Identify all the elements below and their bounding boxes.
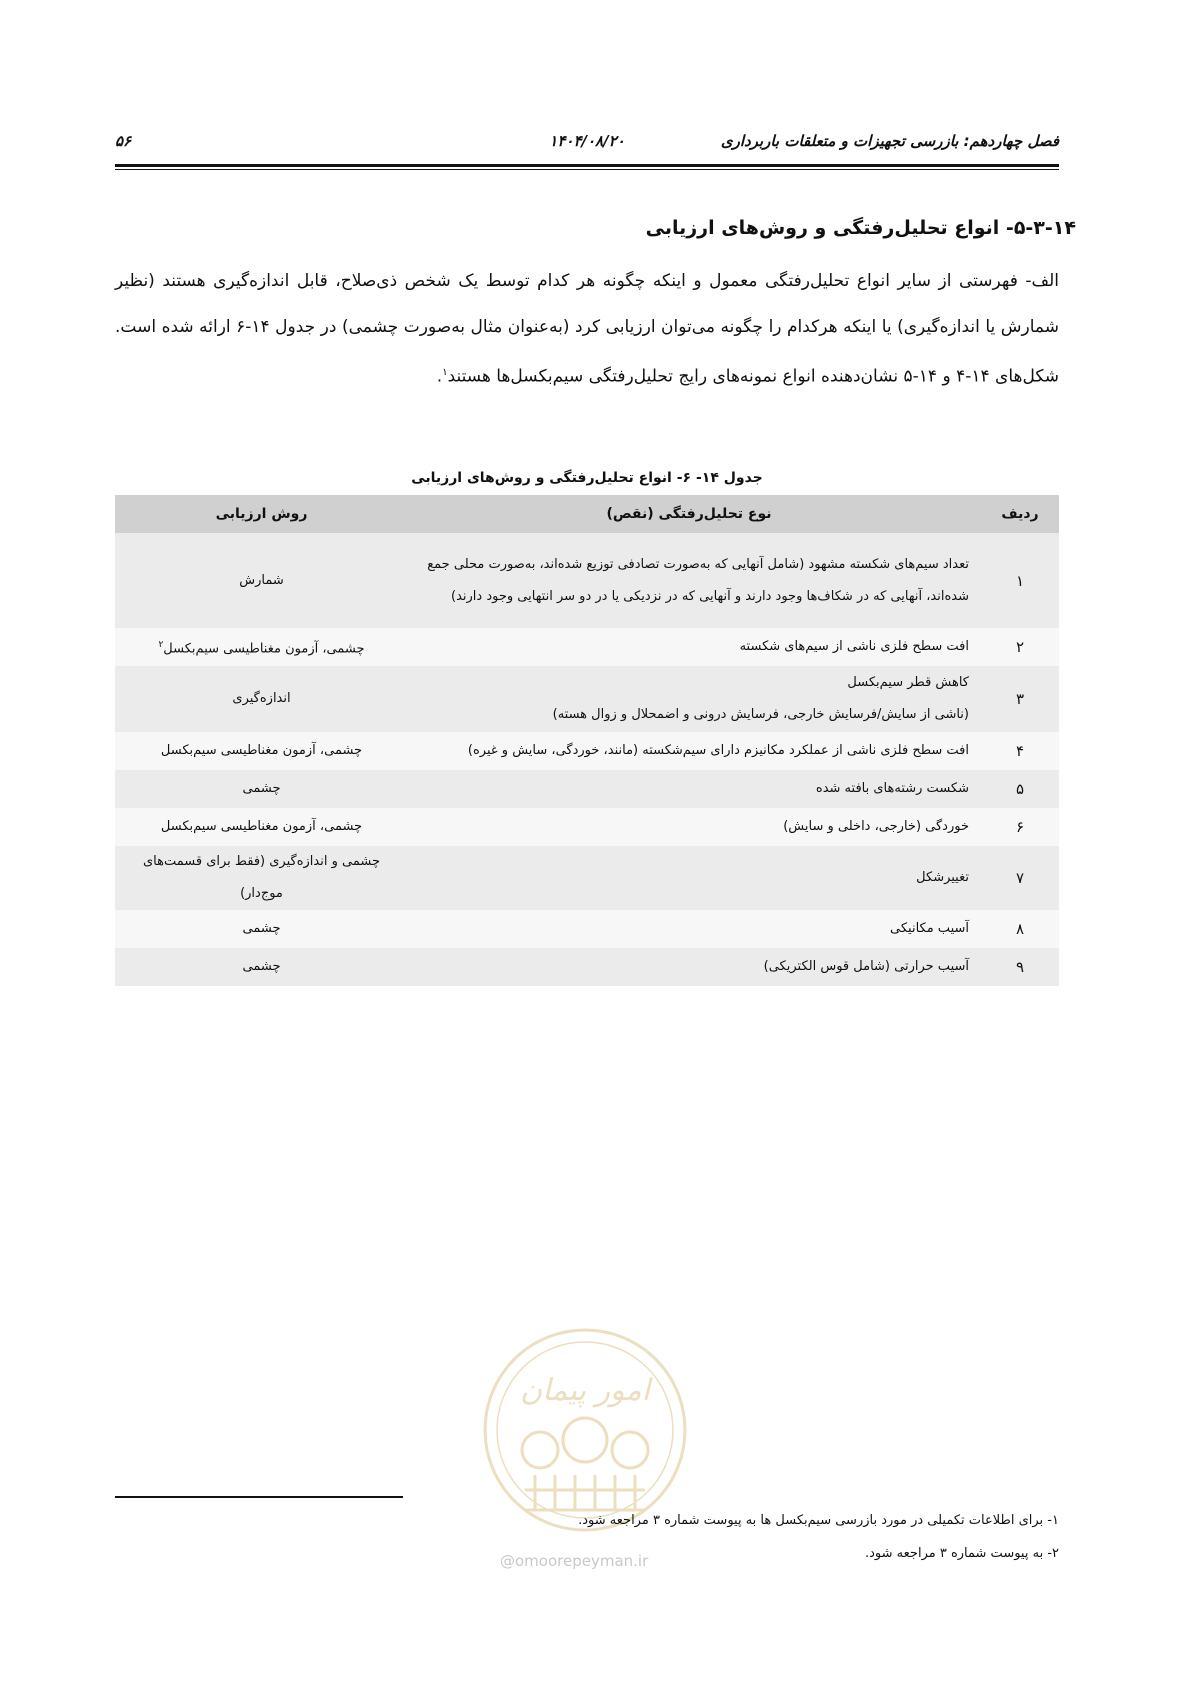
row-type: آسیب حرارتی (شامل قوس الکتریکی) bbox=[408, 948, 981, 986]
header-date: ۱۴۰۴/۰۸/۲۰ bbox=[549, 132, 625, 150]
table-row bbox=[115, 628, 1059, 666]
footnote-ref: ۱ bbox=[442, 367, 448, 378]
row-type bbox=[408, 666, 981, 732]
watermark-url: @omoorepeyman.ir bbox=[500, 1552, 649, 1570]
row-method bbox=[115, 948, 408, 986]
header-method: روش ارزیابی bbox=[115, 495, 408, 533]
row-type-line2: (ناشی از سایش/فرسایش خارجی، فرسایش درونی و اضمحلال و زوال هسته) bbox=[552, 707, 969, 722]
row-no: ۲ bbox=[981, 628, 1059, 666]
row-method bbox=[115, 533, 408, 628]
assessment-table bbox=[115, 495, 1059, 986]
table-header-row bbox=[115, 495, 1059, 533]
row-type: افت سطح فلزی ناشی از سیم‌های شکسته bbox=[408, 628, 981, 666]
table-row bbox=[115, 846, 1059, 910]
body-paragraph bbox=[115, 258, 1059, 400]
row-no: ۷ bbox=[981, 846, 1059, 910]
method-text: چشمی، آزمون مغناطیسی سیم‌بکسل bbox=[160, 743, 363, 758]
row-no: ۳ bbox=[981, 666, 1059, 732]
row-type: افت سطح فلزی ناشی از عملکرد مکانیزم دارای سیم‌شکسته (مانند، خوردگی، سایش و غیره) bbox=[408, 732, 981, 770]
section-title: ۵-۳-۱۴- انواع تحلیل‌رفتگی و روش‌های ارزیابی bbox=[645, 217, 1076, 239]
table-row bbox=[115, 770, 1059, 808]
row-type: شکست رشته‌های بافته شده bbox=[408, 770, 981, 808]
table-row bbox=[115, 533, 1059, 628]
row-type: تغییرشکل bbox=[408, 846, 981, 910]
row-method bbox=[115, 846, 408, 910]
row-method bbox=[115, 910, 408, 948]
row-no: ۴ bbox=[981, 732, 1059, 770]
method-text: چشمی bbox=[242, 959, 281, 974]
paragraph-text: الف- فهرستی از سایر انواع تحلیل‌رفتگی معمول و اینکه چگونه هر کدام توسط یک شخص ذی‌صلاح، قابل اندازه‌گیری هستند (نظیر شمارش یا اندازه‌گیری) یا اینکه هرکدام را چگونه می‌توان ارزیابی کرد (به‌عنوان مثال به‌صورت چشمی) در جدول ۱۴-۶ ارائه شده است. شکل‌های ۱۴-۴ و ۱۴-۵ نشان‌دهنده انواع نمونه‌های رایج تحلیل‌رفتگی سیم‌بکسل‌ها هستند bbox=[115, 271, 1059, 387]
page-header bbox=[115, 128, 1059, 164]
row-no: ۶ bbox=[981, 808, 1059, 846]
row-method bbox=[115, 770, 408, 808]
row-type: آسیب مکانیکی bbox=[408, 910, 981, 948]
paragraph-end: . bbox=[436, 366, 443, 387]
table-row bbox=[115, 948, 1059, 986]
header-rule-thick bbox=[115, 164, 1059, 167]
footnote-1: ۱- برای اطلاعات تکمیلی در مورد بازرسی سیم‌بکسل ها به پیوست شماره ۳ مراجعه شود. bbox=[578, 1513, 1059, 1528]
footnote-separator bbox=[115, 1496, 403, 1498]
method-text: چشمی، آزمون مغناطیسی سیم‌بکسل bbox=[160, 819, 363, 834]
header-type: نوع تحلیل‌رفتگی (نقص) bbox=[408, 495, 981, 533]
row-type: تعداد سیم‌های شکسته مشهود (شامل آنهایی که به‌صورت تصادفی توزیع شده‌اند، به‌صورت محلی جمع شده‌اند، آنهایی که در شکاف‌ها وجود دارند و آنهایی که در نزدیکی یا در دو سر انتهایی وجود دارند) bbox=[408, 533, 981, 628]
chapter-title: فصل چهاردهم: بازرسی تجهیزات و متعلقات باربرداری bbox=[720, 132, 1059, 150]
method-footnote-ref: ۲ bbox=[158, 639, 164, 650]
method-text: چشمی، آزمون مغناطیسی سیم‌بکسل bbox=[163, 641, 365, 657]
row-type: خوردگی (خارجی، داخلی و سایش) bbox=[408, 808, 981, 846]
row-no: ۸ bbox=[981, 910, 1059, 948]
header-no: ردیف bbox=[981, 495, 1059, 533]
row-no: ۹ bbox=[981, 948, 1059, 986]
watermark-logo bbox=[480, 1325, 690, 1535]
method-text: اندازه‌گیری bbox=[232, 691, 291, 706]
row-method bbox=[115, 808, 408, 846]
page-number: ۵۶ bbox=[115, 132, 132, 150]
row-method bbox=[115, 666, 408, 732]
method-text: چشمی bbox=[242, 781, 281, 796]
header-rule-thin bbox=[115, 169, 1059, 170]
table-row bbox=[115, 732, 1059, 770]
row-no: ۵ bbox=[981, 770, 1059, 808]
table-row bbox=[115, 808, 1059, 846]
table-caption: جدول ۱۴- ۶- انواع تحلیل‌رفتگی و روش‌های ارزیابی bbox=[411, 470, 763, 486]
method-text: شمارش bbox=[239, 572, 284, 588]
method-text: چشمی bbox=[242, 921, 281, 936]
row-method bbox=[115, 628, 408, 666]
footnote-2: ۲- به پیوست شماره ۳ مراجعه شود. bbox=[865, 1546, 1059, 1561]
watermark-logo-text: امور پیمان bbox=[520, 1373, 650, 1408]
table-row bbox=[115, 666, 1059, 732]
row-method bbox=[115, 732, 408, 770]
row-type-line1: کاهش قطر سیم‌بکسل bbox=[847, 675, 969, 690]
method-text: چشمی و اندازه‌گیری (فقط برای قسمت‌های موج‌دار) bbox=[142, 854, 380, 901]
row-no: ۱ bbox=[981, 533, 1059, 628]
table-row bbox=[115, 910, 1059, 948]
